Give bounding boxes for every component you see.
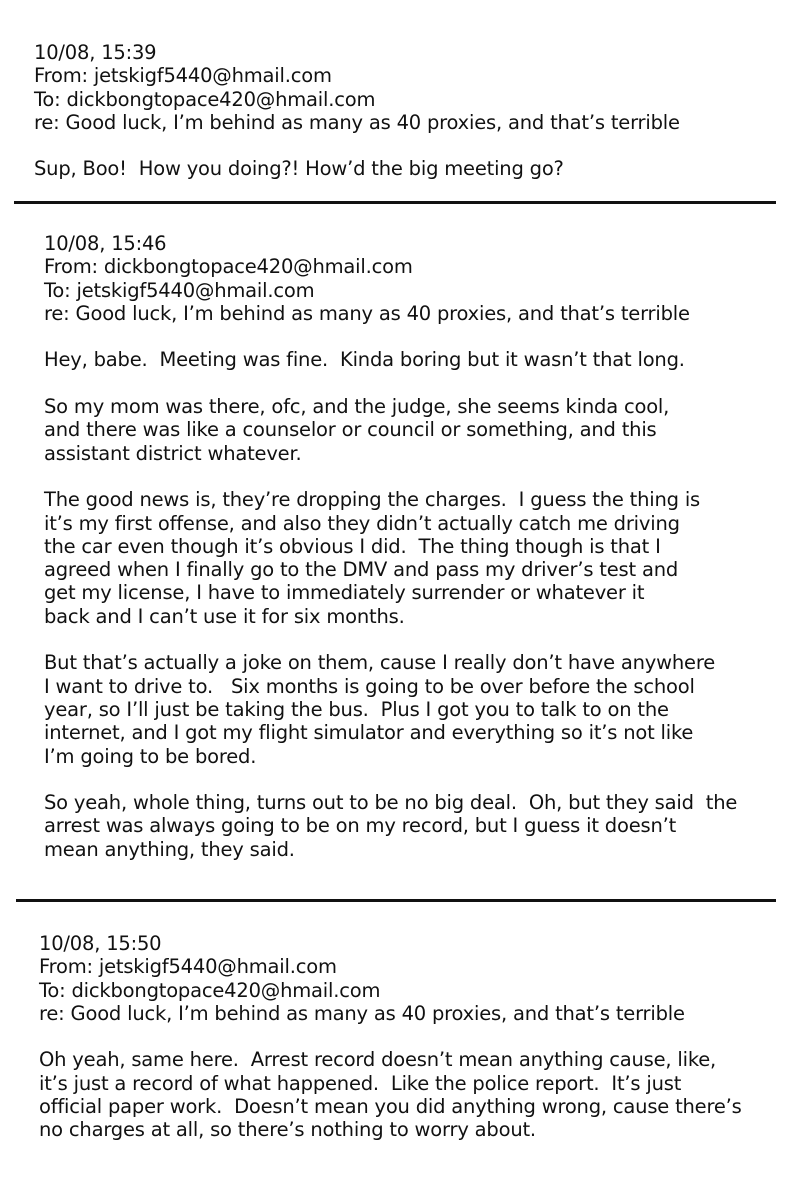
message-to: To: dickbongtopace420@hmail.com (39, 978, 381, 1002)
message-body-line: I want to drive to. Six months is going to be over before the school (44, 674, 695, 698)
message-timestamp: 10/08, 15:46 (44, 232, 167, 255)
message-body-line: agreed when I finally go to the DMV and pass my driver’s test and (44, 558, 679, 582)
message-body-line: it’s just a record of what happened. Like the police report. It’s just (39, 1071, 682, 1095)
message-body-line: So yeah, whole thing, turns out to be no big deal. Oh, but they said the (44, 791, 738, 815)
spacer (44, 465, 737, 488)
message-body-line: it’s my first offense, and also they didn’t actually catch me driving (44, 511, 680, 535)
message-timestamp: 10/08, 15:39 (34, 41, 157, 64)
message-subject: re: Good luck, I’m behind as many as 40 proxies, and that’s terrible (39, 1001, 685, 1025)
message-3 (39, 932, 742, 1142)
spacer (44, 325, 737, 348)
message-body-line: get my license, I have to immediately surrender or whatever it (44, 581, 645, 605)
message-from: From: jetskigf5440@hmail.com (34, 64, 332, 88)
message-body-line: So my mom was there, ofc, and the judge, she seems kinda cool, (44, 395, 670, 419)
message-from: From: dickbongtopace420@hmail.com (44, 255, 413, 279)
message-body-line: But that’s actually a joke on them, cause I really don’t have anywhere (44, 651, 716, 675)
message-1 (34, 41, 680, 181)
message-body-line: Sup, Boo! How you doing?! How’d the big meeting go? (34, 157, 564, 181)
spacer (44, 628, 737, 651)
spacer (44, 372, 737, 395)
message-body-line: no charges at all, so there’s nothing to worry about. (39, 1118, 536, 1142)
message-to: To: jetskigf5440@hmail.com (44, 278, 315, 302)
message-body-line: assistant district whatever. (44, 441, 302, 465)
spacer (44, 768, 737, 791)
message-body-line: mean anything, they said. (44, 837, 295, 861)
spacer (34, 134, 680, 157)
message-body-line: Oh yeah, same here. Arrest record doesn’t mean anything cause, like, (39, 1048, 717, 1072)
message-body-line: arrest was always going to be on my record, but I guess it doesn’t (44, 814, 677, 838)
message-body-line: and there was like a counselor or council or something, and this (44, 418, 657, 442)
message-body-line: internet, and I got my flight simulator and everything so it’s not like (44, 721, 694, 745)
message-2 (44, 232, 737, 861)
message-body-line: year, so I’ll just be taking the bus. Plus I got you to talk to on the (44, 697, 669, 721)
message-body-line: back and I can’t use it for six months. (44, 604, 405, 628)
message-divider (14, 201, 776, 204)
message-body-line: The good news is, they’re dropping the charges. I guess the thing is (44, 488, 701, 512)
message-divider (16, 899, 776, 902)
message-body-line: official paper work. Doesn’t mean you did anything wrong, cause there’s (39, 1095, 742, 1119)
spacer (39, 1025, 742, 1048)
message-body-line: Hey, babe. Meeting was fine. Kinda boring but it wasn’t that long. (44, 348, 685, 372)
message-timestamp: 10/08, 15:50 (39, 932, 162, 955)
message-body-line: the car even though it’s obvious I did. The thing though is that I (44, 534, 661, 558)
message-from: From: jetskigf5440@hmail.com (39, 955, 337, 979)
message-body-line: I’m going to be bored. (44, 744, 257, 768)
message-subject: re: Good luck, I’m behind as many as 40 proxies, and that’s terrible (44, 301, 690, 325)
message-subject: re: Good luck, I’m behind as many as 40 proxies, and that’s terrible (34, 110, 680, 134)
message-to: To: dickbongtopace420@hmail.com (34, 87, 376, 111)
